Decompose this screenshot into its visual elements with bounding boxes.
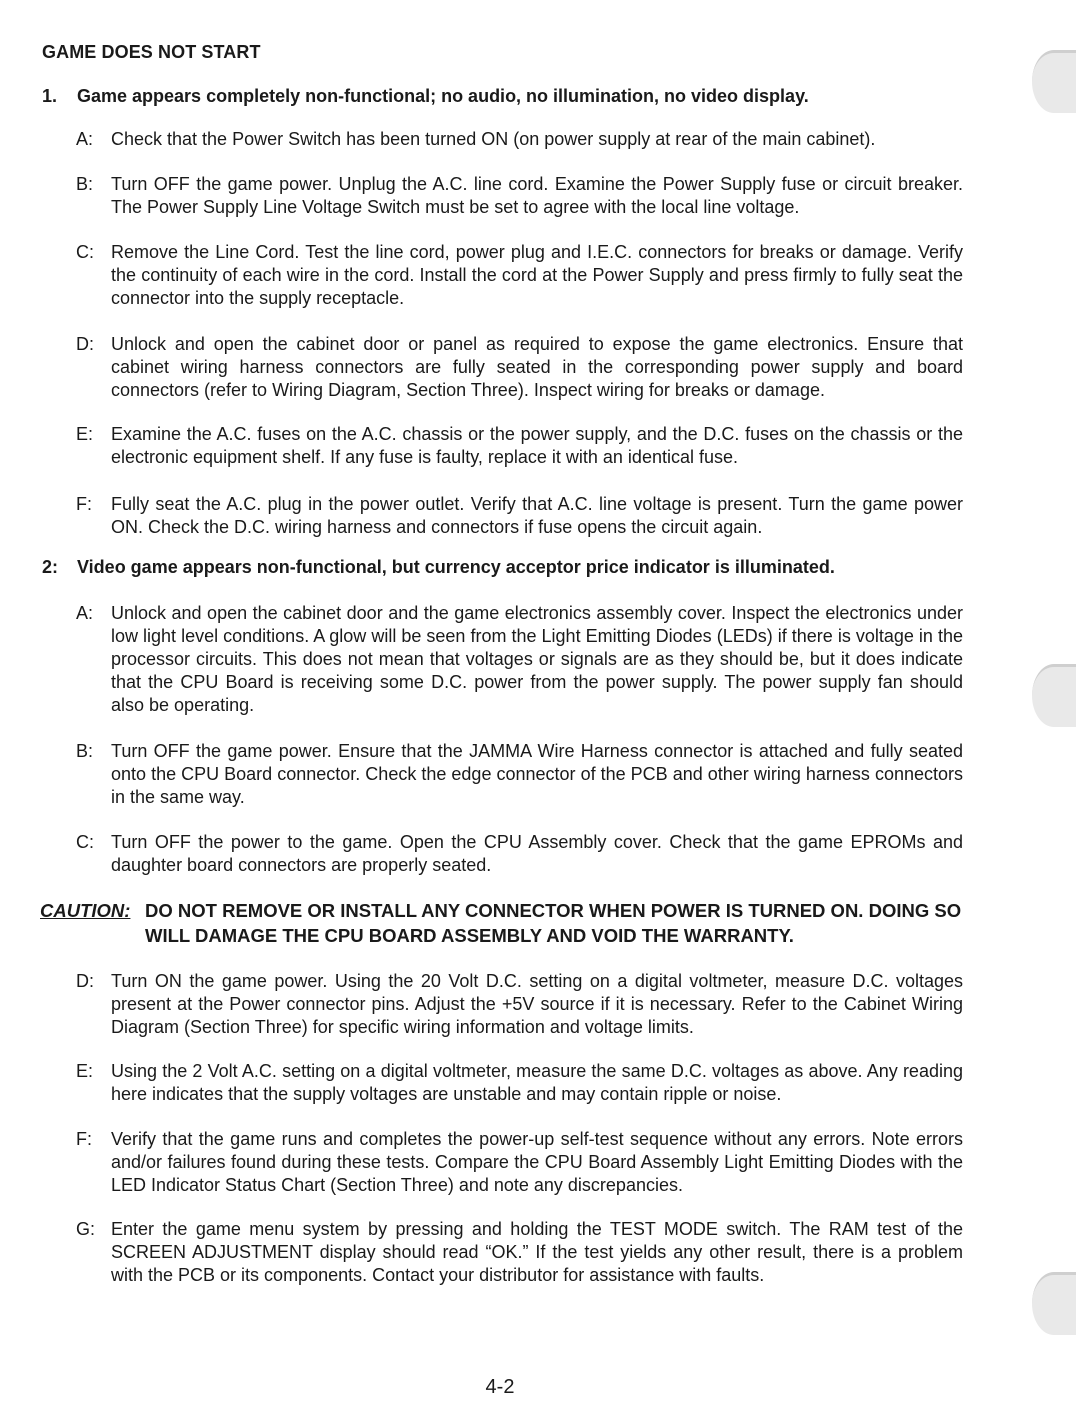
step-text: Turn OFF the game power. Ensure that the JAMMA Wire Harness connector is attached and fully seated onto the CPU Board connector. Check the edge connector of the PCB and other wiring harness connectors in the same way. bbox=[111, 741, 963, 807]
step-letter: A: bbox=[76, 603, 94, 623]
section-title: Video game appears non-functional, but currency acceptor price indicator is illuminated. bbox=[77, 557, 835, 577]
step-letter: E: bbox=[76, 424, 94, 444]
section-number: 1. bbox=[42, 86, 58, 106]
step-letter: F: bbox=[76, 1129, 92, 1149]
step-text: Using the 2 Volt A.C. setting on a digital voltmeter, measure the same D.C. voltages as above. Any reading here indicates that the supply voltages are unstable and may contain ripple or noise. bbox=[111, 1061, 963, 1104]
step-letter: F: bbox=[76, 494, 92, 514]
step-letter: G: bbox=[76, 1219, 96, 1239]
step-text: Fully seat the A.C. plug in the power outlet. Verify that A.C. line voltage is present. Turn the game power ON. Check the D.C. wiring harness and connectors if fuse opens the circuit again. bbox=[111, 494, 963, 537]
page-number: 4-2 bbox=[485, 1376, 515, 1398]
step-text: Turn OFF the power to the game. Open the CPU Assembly cover. Check that the game EPROMs and daughter board connectors are properly seated. bbox=[111, 832, 963, 875]
step-letter: B: bbox=[76, 174, 94, 194]
step-text: Check that the Power Switch has been turned ON (on power supply at rear of the main cabinet). bbox=[111, 129, 876, 149]
step-text: Turn ON the game power. Using the 20 Volt D.C. setting on a digital voltmeter, measure D.C. voltages present at the Power connector pins. Adjust the +5V source if it is necessary. Refer to the Cabinet Wiring Diagram (Section Three) for specific wiring information and voltage limits. bbox=[111, 971, 963, 1037]
punch-hole bbox=[1032, 664, 1076, 727]
step-text: Unlock and open the cabinet door and the game electronics assembly cover. Inspect the electronics under low light level conditions. A glow will be seen from the Light Emitting Diodes (LEDs) if there is voltage in the processor circuits. This does not mean that voltages or signals are as they should be, but it does indicate that the CPU Board is receiving some D.C. power from the power supply. The power supply fan should also be operating. bbox=[111, 603, 963, 715]
step-letter: E: bbox=[76, 1061, 94, 1081]
caution-label: CAUTION: bbox=[40, 900, 131, 921]
step-text: Remove the Line Cord. Test the line cord, power plug and I.E.C. connectors for breaks or damage. Verify the continuity of each wire in the cord. Install the cord at the Power Supply and press firmly to fully seat the connector into the supply receptacle. bbox=[111, 242, 963, 308]
step-letter: A: bbox=[76, 129, 94, 149]
punch-hole bbox=[1032, 50, 1076, 113]
step-letter: D: bbox=[76, 971, 94, 991]
caution-text: DO NOT REMOVE OR INSTALL ANY CONNECTOR WHEN POWER IS TURNED ON. DOING SO WILL DAMAGE THE CPU BOARD ASSEMBLY AND VOID THE WARRANTY. bbox=[145, 900, 962, 946]
punch-hole bbox=[1032, 1272, 1076, 1335]
step-letter: D: bbox=[76, 334, 94, 354]
step-text: Unlock and open the cabinet door or panel as required to expose the game electronics. Ensure that cabinet wiring harness connectors are fully seated in the corresponding power supply and board connectors (refer to Wiring Diagram, Section Three). Inspect wiring for breaks or damage. bbox=[111, 334, 963, 400]
step-text: Verify that the game runs and completes the power-up self-test sequence without any errors. Note errors and/or failures found during these tests. Compare the CPU Board Assembly Light Emitting Diodes with the LED Indicator Status Chart (Section Three) and note any discrepancies. bbox=[111, 1129, 963, 1195]
step-letter: B: bbox=[76, 741, 94, 761]
section-number: 2: bbox=[42, 557, 59, 577]
section-title: Game appears completely non-functional; no audio, no illumination, no video display. bbox=[77, 86, 809, 106]
page-heading: GAME DOES NOT START bbox=[42, 42, 261, 62]
step-text: Examine the A.C. fuses on the A.C. chassis or the power supply, and the D.C. fuses on the chassis or the electronic equipment shelf. If any fuse is faulty, replace it with an identical fuse. bbox=[111, 424, 963, 467]
step-letter: C: bbox=[76, 832, 94, 852]
step-text: Enter the game menu system by pressing and holding the TEST MODE switch. The RAM test of the SCREEN ADJUSTMENT display should read “OK.” If the test yields any other result, there is a problem with the PCB or its components. Contact your distributor for assistance with faults. bbox=[111, 1219, 963, 1285]
step-letter: C: bbox=[76, 242, 94, 262]
step-text: Turn OFF the game power. Unplug the A.C. line cord. Examine the Power Supply fuse or circuit breaker. The Power Supply Line Voltage Switch must be set to agree with the local line voltage. bbox=[111, 174, 963, 217]
